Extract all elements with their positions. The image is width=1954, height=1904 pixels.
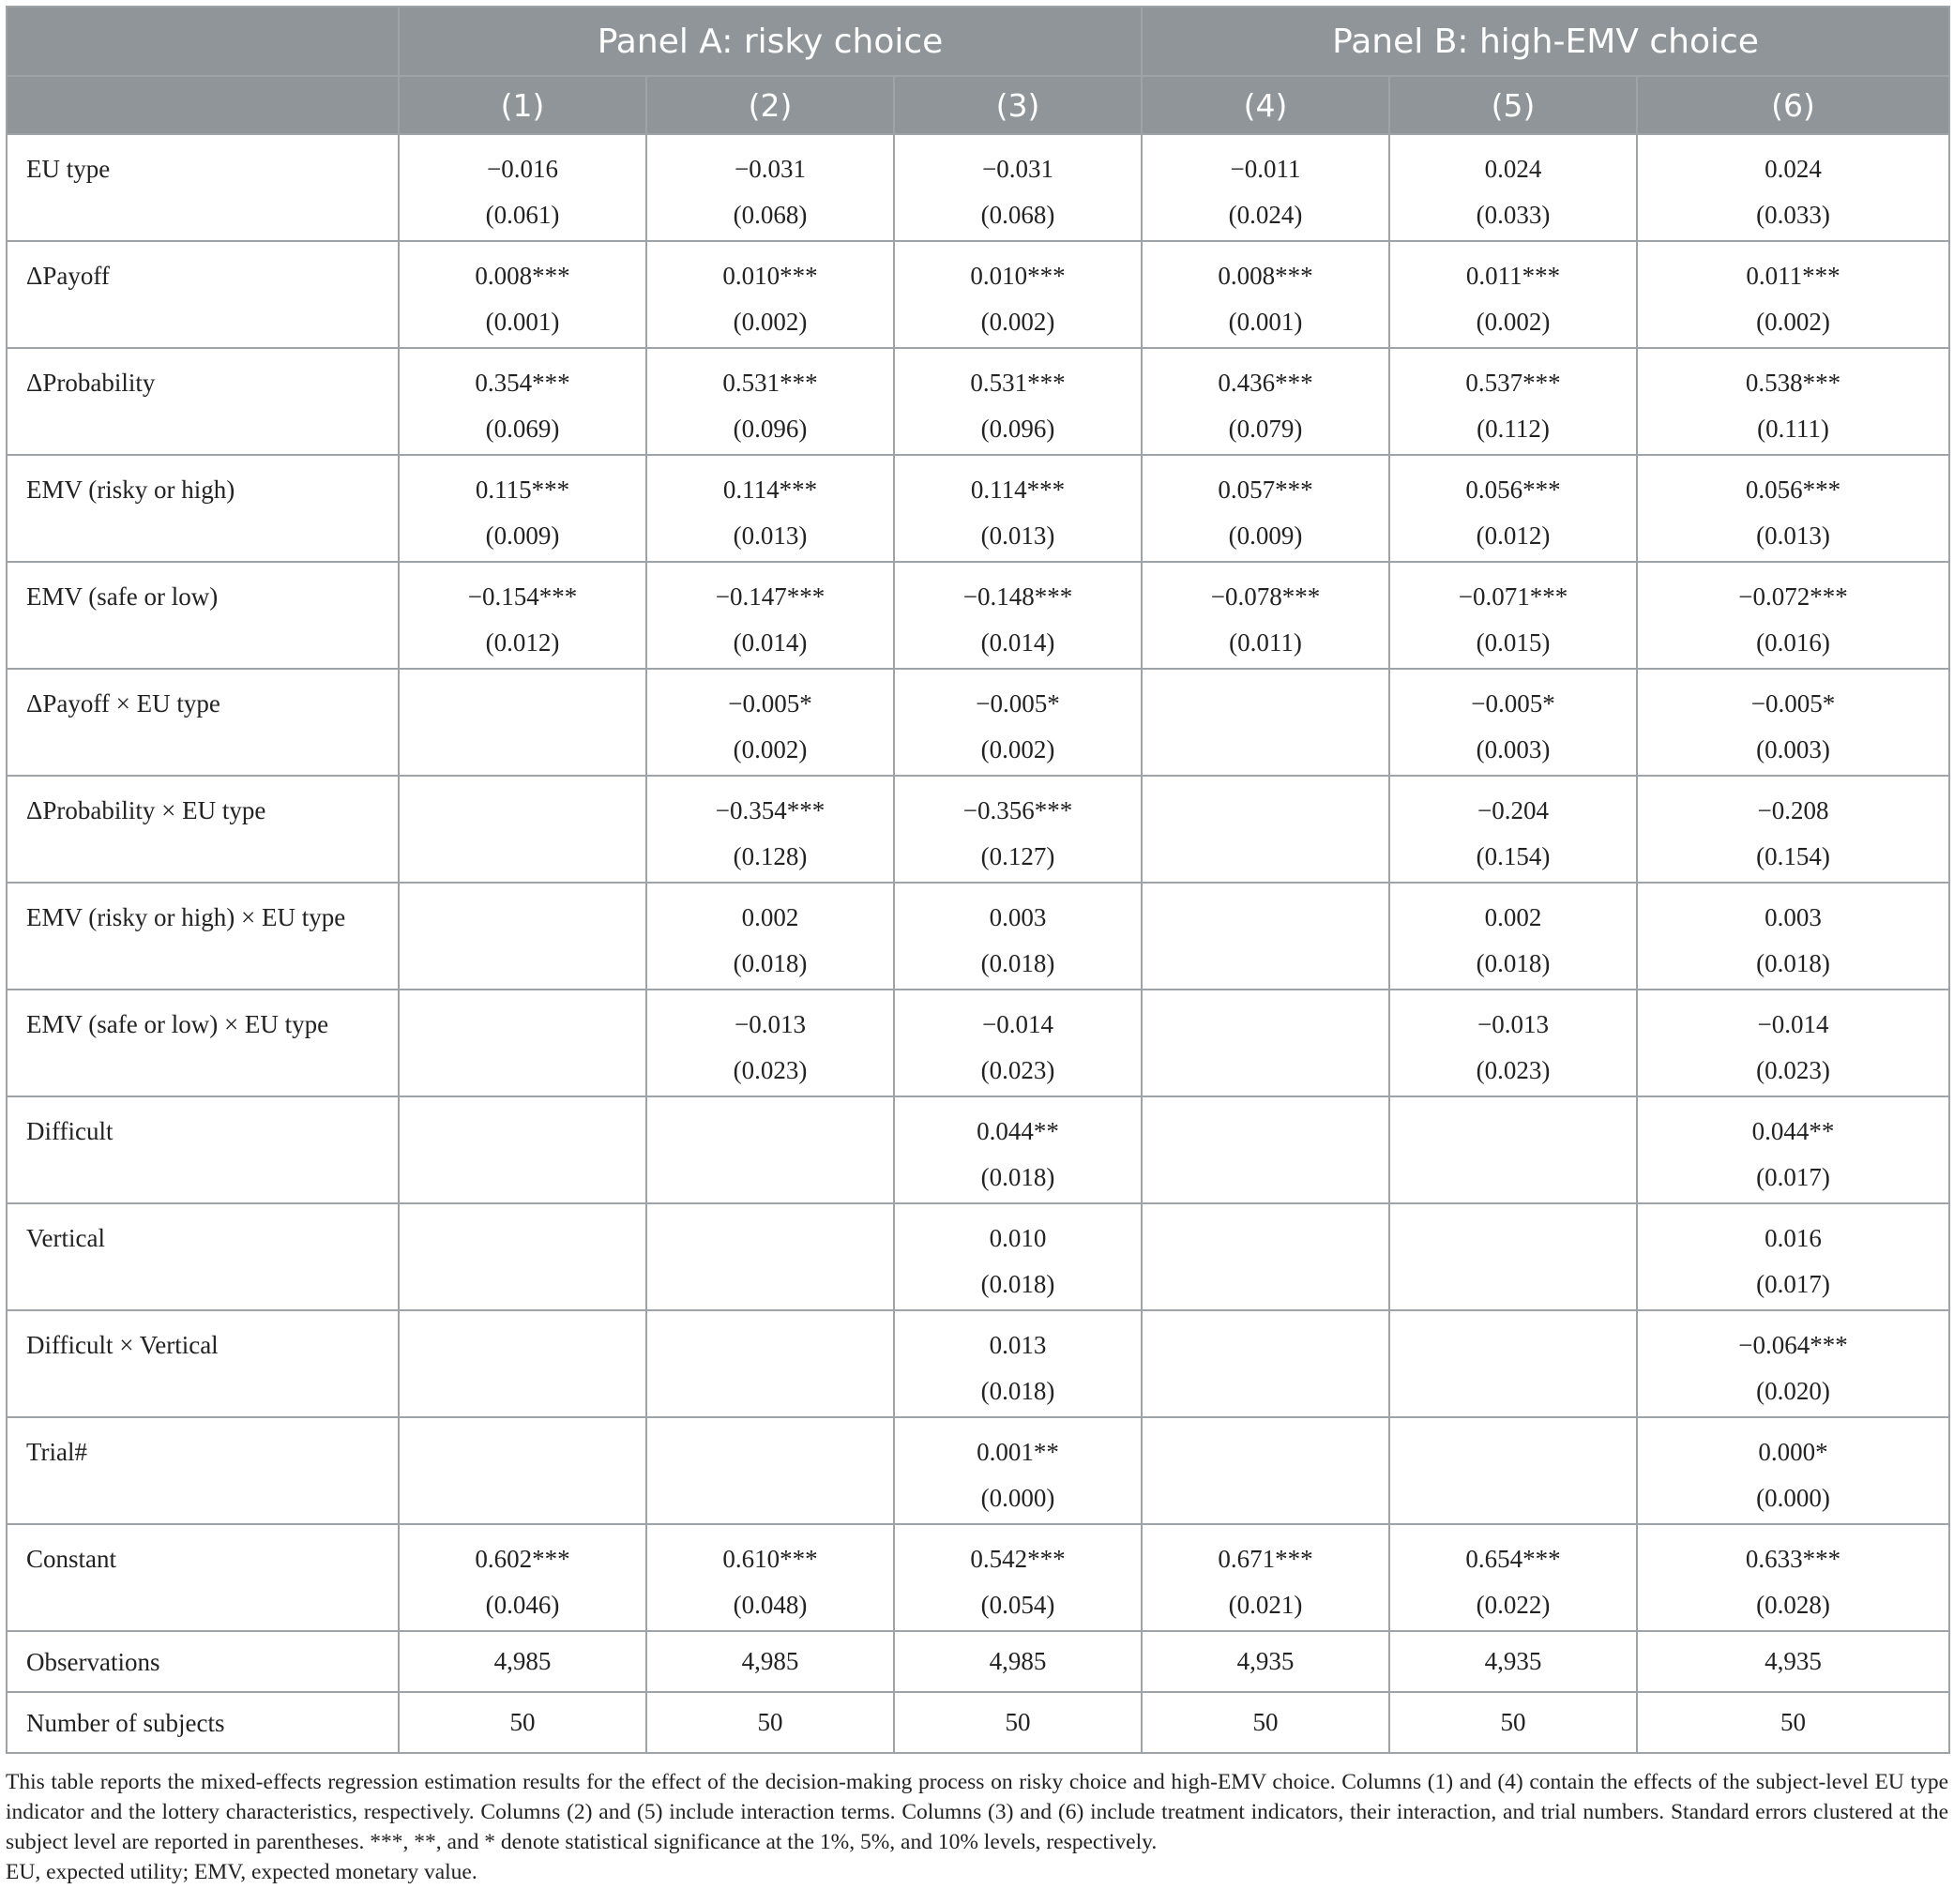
row-label: Number of subjects xyxy=(26,1708,225,1737)
row-label-cell xyxy=(7,1096,399,1203)
table-row xyxy=(7,990,1949,1096)
standard-error: (0.046) xyxy=(485,1591,560,1619)
coefficient: −0.031 xyxy=(982,155,1053,183)
row-label-cell xyxy=(7,776,399,883)
regression-table-figure xyxy=(6,6,1948,1887)
coefficient: 0.056*** xyxy=(1465,476,1561,504)
estimate-cell xyxy=(894,134,1142,241)
estimate-cell xyxy=(399,348,646,455)
estimate-cell xyxy=(1637,1524,1949,1631)
standard-error: (0.023) xyxy=(733,1056,808,1084)
estimate-cell xyxy=(1142,1417,1389,1524)
standard-error: (0.028) xyxy=(1756,1591,1830,1619)
estimate-cell xyxy=(1389,669,1637,776)
coefficient: 0.057*** xyxy=(1218,476,1313,504)
column-header: (3) xyxy=(894,76,1142,134)
estimate-cell xyxy=(1142,669,1389,776)
estimate-cell xyxy=(894,1417,1142,1524)
estimate-cell xyxy=(1142,1524,1389,1631)
coefficient: 0.010*** xyxy=(722,262,818,290)
coefficient: 0.114*** xyxy=(722,476,818,504)
estimate-cell xyxy=(1637,348,1949,455)
column-header: (6) xyxy=(1637,76,1949,134)
estimate-cell xyxy=(1142,990,1389,1096)
summary-value: 4,935 xyxy=(1389,1631,1637,1692)
row-label: ΔProbability xyxy=(26,369,156,397)
standard-error: (0.012) xyxy=(485,628,560,657)
standard-error: (0.128) xyxy=(733,842,808,870)
coefficient: 0.010 xyxy=(989,1224,1047,1252)
estimate-cell xyxy=(646,669,894,776)
coefficient: −0.148*** xyxy=(962,582,1073,611)
row-label-cell xyxy=(7,1417,399,1524)
estimate-cell xyxy=(399,1096,646,1203)
coefficient: 0.531*** xyxy=(722,369,818,397)
coefficient: 0.671*** xyxy=(1218,1545,1313,1573)
panel-b-header: Panel B: high-EMV choice xyxy=(1142,7,1949,76)
summary-value: 50 xyxy=(894,1692,1142,1753)
coefficient: 0.610*** xyxy=(722,1545,818,1573)
row-label-cell xyxy=(7,1631,399,1692)
standard-error: (0.001) xyxy=(1228,308,1303,336)
row-label: Observations xyxy=(26,1647,160,1676)
coefficient: 0.016 xyxy=(1765,1224,1822,1252)
coefficient: −0.071*** xyxy=(1458,582,1568,611)
estimate-cell xyxy=(894,348,1142,455)
standard-error: (0.016) xyxy=(1756,628,1830,657)
coefficient: 0.003 xyxy=(1765,903,1822,931)
estimate-cell xyxy=(399,455,646,562)
estimate-cell xyxy=(1389,776,1637,883)
estimate-cell xyxy=(1389,1310,1637,1417)
estimate-cell xyxy=(894,1310,1142,1417)
coefficient: 0.008*** xyxy=(1218,262,1313,290)
standard-error: (0.014) xyxy=(733,628,808,657)
footnote-abbreviations: EU, expected utility; EMV, expected monetary value. xyxy=(6,1860,477,1884)
estimate-cell xyxy=(1142,776,1389,883)
standard-error: (0.013) xyxy=(1756,521,1830,550)
coefficient: −0.072*** xyxy=(1738,582,1848,611)
standard-error: (0.002) xyxy=(1476,308,1551,336)
coefficient: −0.354*** xyxy=(715,796,826,824)
column-header: (2) xyxy=(646,76,894,134)
standard-error: (0.018) xyxy=(980,1163,1055,1191)
coefficient: 0.354*** xyxy=(475,369,570,397)
estimate-cell xyxy=(1389,134,1637,241)
estimate-cell xyxy=(646,776,894,883)
coefficient: −0.013 xyxy=(735,1010,806,1038)
estimate-cell xyxy=(1142,562,1389,669)
summary-value: 50 xyxy=(1389,1692,1637,1753)
estimate-cell xyxy=(646,990,894,1096)
coefficient: 0.531*** xyxy=(970,369,1066,397)
row-label: EU type xyxy=(26,155,111,183)
standard-error: (0.002) xyxy=(733,735,808,763)
estimate-cell xyxy=(646,455,894,562)
standard-error: (0.022) xyxy=(1476,1591,1551,1619)
coefficient: 0.538*** xyxy=(1745,369,1841,397)
standard-error: (0.023) xyxy=(980,1056,1055,1084)
estimate-cell xyxy=(399,1417,646,1524)
standard-error: (0.096) xyxy=(980,415,1055,443)
column-header: (4) xyxy=(1142,76,1389,134)
table-row xyxy=(7,455,1949,562)
coefficient: 0.001** xyxy=(977,1438,1059,1466)
footnote-text: This table reports the mixed-effects regression estimation results for the effect of the decision-making process on risky choice and high-EMV choice. Columns (1) and (4) contain the effects of the subject-level EU type indicator and the lottery characteristics, respectively. Columns (2) and (5) include interaction terms. Columns (3) and (6) include treatment indicators, their interaction, and trial numbers. Standard errors clustered at the subject level are reported in parentheses. ***, **, and * denote statistical significance at the 1%, 5%, and 10% levels, respectively. xyxy=(6,1770,1948,1854)
estimate-cell xyxy=(646,883,894,990)
estimate-cell xyxy=(399,1524,646,1631)
row-label-cell xyxy=(7,883,399,990)
estimate-cell xyxy=(894,883,1142,990)
estimate-cell xyxy=(1637,669,1949,776)
summary-value: 4,985 xyxy=(646,1631,894,1692)
estimate-cell xyxy=(1389,348,1637,455)
coefficient: 0.003 xyxy=(989,903,1047,931)
coefficient: 0.011*** xyxy=(1746,262,1840,290)
table-body xyxy=(7,134,1949,1753)
summary-value: 4,935 xyxy=(1637,1631,1949,1692)
standard-error: (0.017) xyxy=(1756,1163,1830,1191)
standard-error: (0.018) xyxy=(980,1377,1055,1405)
estimate-cell xyxy=(646,562,894,669)
estimate-cell xyxy=(1389,1417,1637,1524)
row-label: Trial# xyxy=(26,1438,88,1466)
coefficient: −0.005* xyxy=(728,689,812,718)
estimate-cell xyxy=(646,1096,894,1203)
table-row xyxy=(7,883,1949,990)
standard-error: (0.020) xyxy=(1756,1377,1830,1405)
row-label-cell xyxy=(7,241,399,348)
standard-error: (0.023) xyxy=(1756,1056,1830,1084)
estimate-cell xyxy=(646,348,894,455)
estimate-cell xyxy=(399,562,646,669)
standard-error: (0.033) xyxy=(1756,201,1830,229)
estimate-cell xyxy=(646,134,894,241)
column-header: (5) xyxy=(1389,76,1637,134)
estimate-cell xyxy=(399,134,646,241)
coefficient: 0.008*** xyxy=(475,262,570,290)
coefficient: 0.602*** xyxy=(475,1545,570,1573)
estimate-cell xyxy=(1389,455,1637,562)
standard-error: (0.069) xyxy=(485,415,560,443)
standard-error: (0.000) xyxy=(1756,1484,1830,1512)
standard-error: (0.002) xyxy=(980,308,1055,336)
coefficient: −0.064*** xyxy=(1738,1331,1848,1359)
standard-error: (0.001) xyxy=(485,308,560,336)
summary-value: 4,985 xyxy=(894,1631,1142,1692)
estimate-cell xyxy=(1637,990,1949,1096)
coefficient: −0.014 xyxy=(1757,1010,1829,1038)
standard-error: (0.003) xyxy=(1756,735,1830,763)
coefficient: −0.005* xyxy=(1471,689,1555,718)
standard-error: (0.012) xyxy=(1476,521,1551,550)
estimate-cell xyxy=(1637,134,1949,241)
row-label-cell xyxy=(7,669,399,776)
coefficient: 0.024 xyxy=(1484,155,1542,183)
panel-a-header: Panel A: risky choice xyxy=(399,7,1142,76)
estimate-cell xyxy=(894,1524,1142,1631)
summary-value: 50 xyxy=(399,1692,646,1753)
table-row xyxy=(7,134,1949,241)
estimate-cell xyxy=(646,1417,894,1524)
coefficient: −0.154*** xyxy=(467,582,578,611)
regression-table xyxy=(6,6,1950,1754)
summary-value: 50 xyxy=(646,1692,894,1753)
coefficient: −0.005* xyxy=(976,689,1060,718)
estimate-cell xyxy=(894,669,1142,776)
standard-error: (0.033) xyxy=(1476,201,1551,229)
coefficient: 0.000* xyxy=(1758,1438,1828,1466)
coefficient: 0.013 xyxy=(989,1331,1047,1359)
table-row xyxy=(7,348,1949,455)
coefficient: −0.204 xyxy=(1477,796,1550,824)
row-label: EMV (risky or high) xyxy=(26,476,235,504)
estimate-cell xyxy=(1142,348,1389,455)
estimate-cell xyxy=(1637,1096,1949,1203)
row-label-cell xyxy=(7,1203,399,1310)
coefficient: −0.014 xyxy=(982,1010,1053,1038)
estimate-cell xyxy=(1637,1417,1949,1524)
standard-error: (0.018) xyxy=(980,1270,1055,1298)
standard-error: (0.048) xyxy=(733,1591,808,1619)
coefficient: 0.114*** xyxy=(970,476,1066,504)
table-row xyxy=(7,1310,1949,1417)
row-label: EMV (safe or low) × EU type xyxy=(26,1010,329,1038)
estimate-cell xyxy=(894,562,1142,669)
standard-error: (0.013) xyxy=(980,521,1055,550)
summary-value: 50 xyxy=(1637,1692,1949,1753)
estimate-cell xyxy=(1389,1524,1637,1631)
table-row xyxy=(7,669,1949,776)
column-header: (1) xyxy=(399,76,646,134)
estimate-cell xyxy=(1142,1096,1389,1203)
standard-error: (0.054) xyxy=(980,1591,1055,1619)
coefficient: 0.010*** xyxy=(970,262,1066,290)
standard-error: (0.018) xyxy=(733,949,808,977)
standard-error: (0.009) xyxy=(1228,521,1303,550)
row-label: Difficult × Vertical xyxy=(26,1331,219,1359)
estimate-cell xyxy=(894,455,1142,562)
table-row xyxy=(7,1096,1949,1203)
row-label: Difficult xyxy=(26,1117,114,1145)
standard-error: (0.018) xyxy=(1756,949,1830,977)
estimate-cell xyxy=(1142,1310,1389,1417)
coefficient: 0.056*** xyxy=(1745,476,1841,504)
coefficient: 0.011*** xyxy=(1465,262,1561,290)
estimate-cell xyxy=(1637,776,1949,883)
estimate-cell xyxy=(1142,455,1389,562)
standard-error: (0.015) xyxy=(1476,628,1551,657)
row-label: Vertical xyxy=(26,1224,105,1252)
summary-value: 50 xyxy=(1142,1692,1389,1753)
estimate-cell xyxy=(894,1096,1142,1203)
estimate-cell xyxy=(1389,990,1637,1096)
row-label: EMV (risky or high) × EU type xyxy=(26,903,346,931)
coefficient: 0.002 xyxy=(741,903,799,931)
coefficient: −0.078*** xyxy=(1210,582,1321,611)
standard-error: (0.061) xyxy=(485,201,560,229)
estimate-cell xyxy=(399,990,646,1096)
standard-error: (0.024) xyxy=(1228,201,1303,229)
standard-error: (0.018) xyxy=(980,949,1055,977)
coefficient: −0.013 xyxy=(1477,1010,1550,1038)
coefficient: 0.115*** xyxy=(475,476,570,504)
standard-error: (0.000) xyxy=(980,1484,1055,1512)
row-label-cell xyxy=(7,348,399,455)
coefficient: 0.044** xyxy=(1751,1117,1835,1145)
estimate-cell xyxy=(1389,562,1637,669)
estimate-cell xyxy=(1142,883,1389,990)
estimate-cell xyxy=(1637,241,1949,348)
coefficient: 0.436*** xyxy=(1218,369,1313,397)
estimate-cell xyxy=(646,241,894,348)
summary-value: 4,985 xyxy=(399,1631,646,1692)
standard-error: (0.021) xyxy=(1228,1591,1303,1619)
estimate-cell xyxy=(1389,1203,1637,1310)
row-label-cell xyxy=(7,1524,399,1631)
coefficient: −0.005* xyxy=(1750,689,1836,718)
standard-error: (0.127) xyxy=(980,842,1055,870)
coefficient: 0.537*** xyxy=(1465,369,1561,397)
standard-error: (0.011) xyxy=(1229,628,1302,657)
estimate-cell xyxy=(1637,562,1949,669)
table-row xyxy=(7,562,1949,669)
estimate-cell xyxy=(399,241,646,348)
coefficient: −0.356*** xyxy=(962,796,1073,824)
row-label-cell xyxy=(7,134,399,241)
standard-error: (0.079) xyxy=(1228,415,1303,443)
coefficient: 0.024 xyxy=(1765,155,1822,183)
standard-error: (0.013) xyxy=(733,521,808,550)
header-blank-cell xyxy=(7,7,399,76)
estimate-cell xyxy=(1389,241,1637,348)
estimate-cell xyxy=(1142,134,1389,241)
row-label-cell xyxy=(7,455,399,562)
estimate-cell xyxy=(399,1203,646,1310)
estimate-cell xyxy=(399,1310,646,1417)
coefficient: 0.044** xyxy=(977,1117,1059,1145)
estimate-cell xyxy=(894,776,1142,883)
coefficient: −0.011 xyxy=(1230,155,1301,183)
standard-error: (0.003) xyxy=(1476,735,1551,763)
coefficient: −0.208 xyxy=(1757,796,1829,824)
row-label: EMV (safe or low) xyxy=(26,582,219,611)
estimate-cell xyxy=(1389,883,1637,990)
estimate-cell xyxy=(1637,1310,1949,1417)
estimate-cell xyxy=(399,776,646,883)
standard-error: (0.023) xyxy=(1476,1056,1551,1084)
summary-value: 4,935 xyxy=(1142,1631,1389,1692)
estimate-cell xyxy=(894,1203,1142,1310)
coefficient: −0.147*** xyxy=(715,582,826,611)
standard-error: (0.002) xyxy=(980,735,1055,763)
estimate-cell xyxy=(1142,241,1389,348)
estimate-cell xyxy=(1637,1203,1949,1310)
row-label: ΔPayoff × EU type xyxy=(26,689,220,718)
standard-error: (0.096) xyxy=(733,415,808,443)
row-label-cell xyxy=(7,562,399,669)
estimate-cell xyxy=(646,1203,894,1310)
coefficient: −0.031 xyxy=(735,155,806,183)
table-row xyxy=(7,241,1949,348)
coefficient: 0.542*** xyxy=(970,1545,1066,1573)
row-label: ΔPayoff xyxy=(26,262,110,290)
summary-row xyxy=(7,1631,1949,1692)
standard-error: (0.068) xyxy=(733,201,808,229)
table-row xyxy=(7,1203,1949,1310)
standard-error: (0.009) xyxy=(485,521,560,550)
estimate-cell xyxy=(1637,883,1949,990)
table-row xyxy=(7,776,1949,883)
estimate-cell xyxy=(399,883,646,990)
row-label-cell xyxy=(7,1692,399,1753)
estimate-cell xyxy=(1142,1203,1389,1310)
row-label-cell xyxy=(7,1310,399,1417)
row-label-cell xyxy=(7,990,399,1096)
coefficient: 0.002 xyxy=(1484,903,1542,931)
estimate-cell xyxy=(894,990,1142,1096)
standard-error: (0.112) xyxy=(1477,415,1550,443)
estimate-cell xyxy=(1637,455,1949,562)
estimate-cell xyxy=(646,1310,894,1417)
estimate-cell xyxy=(399,669,646,776)
standard-error: (0.154) xyxy=(1756,842,1830,870)
estimate-cell xyxy=(646,1524,894,1631)
coefficient: −0.016 xyxy=(487,155,558,183)
table-row xyxy=(7,1524,1949,1631)
standard-error: (0.002) xyxy=(733,308,808,336)
standard-error: (0.018) xyxy=(1476,949,1551,977)
header-blank-cell xyxy=(7,76,399,134)
row-label: Constant xyxy=(26,1545,117,1573)
estimate-cell xyxy=(894,241,1142,348)
standard-error: (0.154) xyxy=(1476,842,1551,870)
coefficient: 0.633*** xyxy=(1745,1545,1841,1573)
coefficient: 0.654*** xyxy=(1465,1545,1561,1573)
summary-row xyxy=(7,1692,1949,1753)
row-label: ΔProbability × EU type xyxy=(26,796,266,824)
standard-error: (0.014) xyxy=(980,628,1055,657)
table-footnote xyxy=(6,1767,1948,1887)
estimate-cell xyxy=(1389,1096,1637,1203)
standard-error: (0.068) xyxy=(980,201,1055,229)
standard-error: (0.017) xyxy=(1756,1270,1830,1298)
standard-error: (0.111) xyxy=(1757,415,1829,443)
table-row xyxy=(7,1417,1949,1524)
standard-error: (0.002) xyxy=(1756,308,1830,336)
